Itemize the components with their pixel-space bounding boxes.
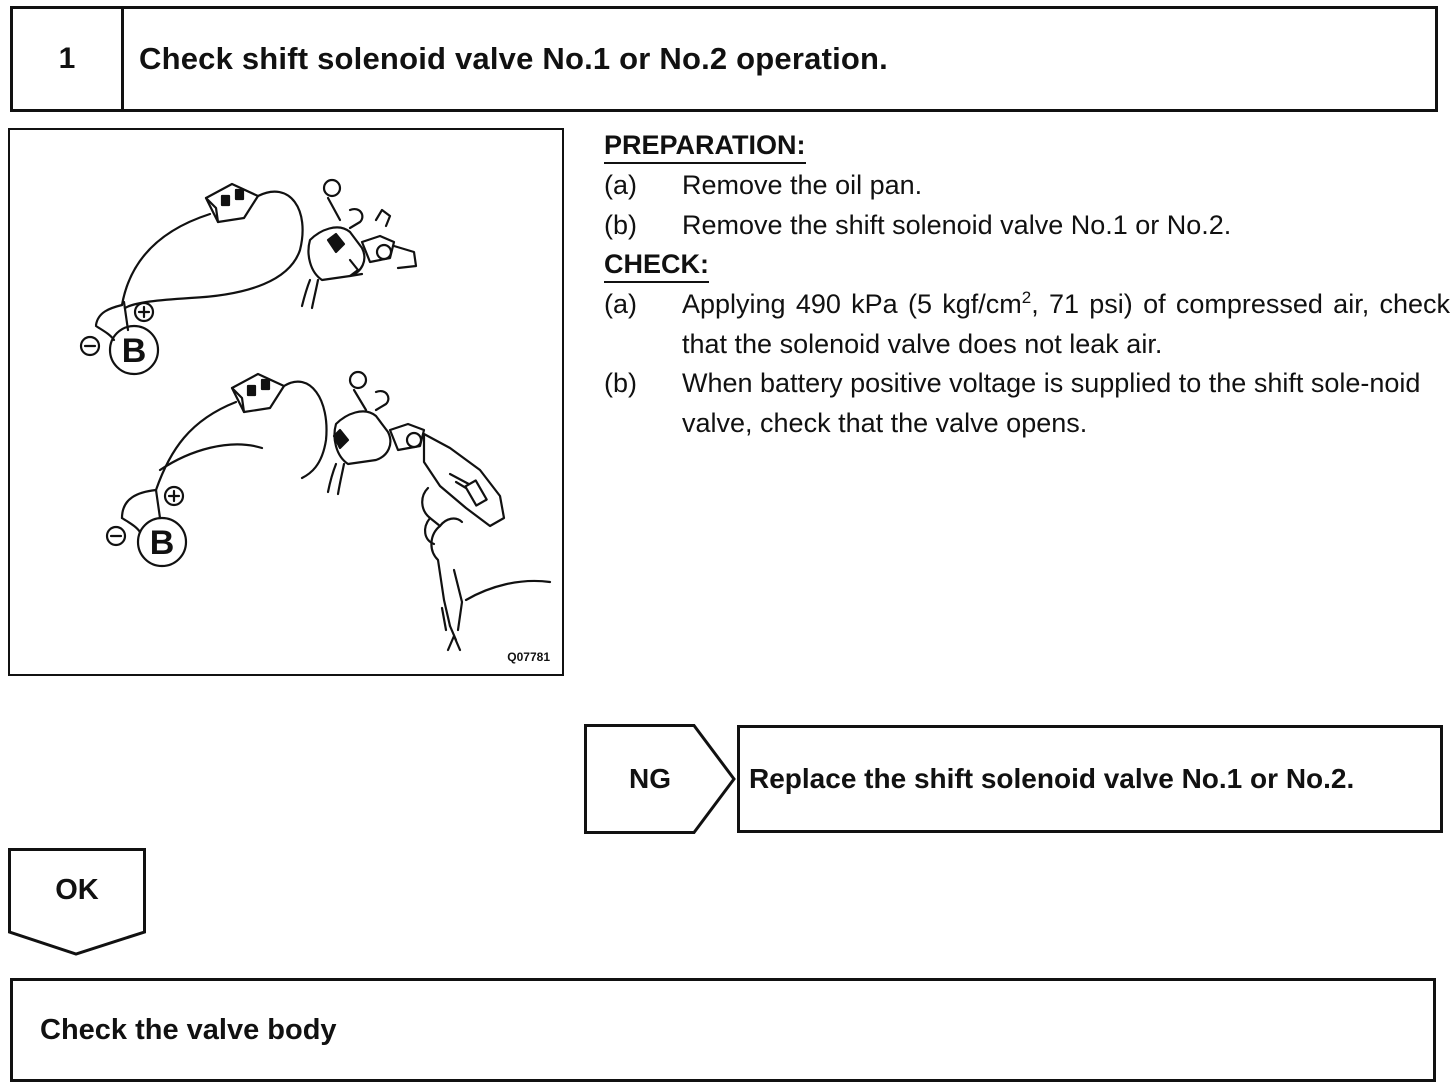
next-step-box <box>10 978 1436 1082</box>
instructions-panel <box>604 126 1450 443</box>
check-item-letter: (b) <box>604 368 637 398</box>
step-number: 1 <box>13 9 124 109</box>
ok-label: OK <box>55 873 99 906</box>
next-step-text: Check the valve body <box>40 1013 337 1046</box>
ng-action-box <box>737 725 1443 833</box>
preparation-item-text: Remove the oil pan. <box>682 170 923 200</box>
lower-solenoid-drawing <box>122 372 550 650</box>
preparation-item <box>604 166 1450 206</box>
check-a-text-before: Applying 490 kPa (5 kgf/cm <box>682 289 1022 319</box>
preparation-heading: PREPARATION: <box>604 128 806 164</box>
check-a-text-after: , 71 psi) of compressed air, check that the solenoid valve does not leak air. <box>682 289 1451 359</box>
check-item-text <box>682 285 1450 364</box>
lower-battery-label: B <box>149 524 175 562</box>
preparation-item-text: Remove the shift solenoid valve No.1 or No.2. <box>682 209 1232 240</box>
upper-battery-symbol <box>81 302 158 374</box>
check-item-text: When battery positive voltage is supplied to the shift sole-noid valve, check that the valve opens. <box>682 368 1421 438</box>
preparation-item <box>604 206 1450 246</box>
preparation-item-letter: (b) <box>604 209 637 240</box>
ng-label: NG <box>629 763 671 794</box>
solenoid-valve-illustration <box>8 128 564 676</box>
step-header <box>10 6 1438 112</box>
check-item <box>604 285 1450 364</box>
upper-battery-label: B <box>121 332 147 370</box>
check-item-letter: (a) <box>604 289 637 319</box>
check-heading: CHECK: <box>604 247 709 283</box>
check-item <box>604 364 1450 443</box>
preparation-item-letter: (a) <box>604 170 637 200</box>
check-a-superscript: 2 <box>1021 288 1032 307</box>
ng-action-text: Replace the shift solenoid valve No.1 or No.2. <box>749 763 1355 794</box>
figure-code: Q07781 <box>507 650 550 664</box>
step-title: Check shift solenoid valve No.1 or No.2 operation. <box>139 41 888 76</box>
